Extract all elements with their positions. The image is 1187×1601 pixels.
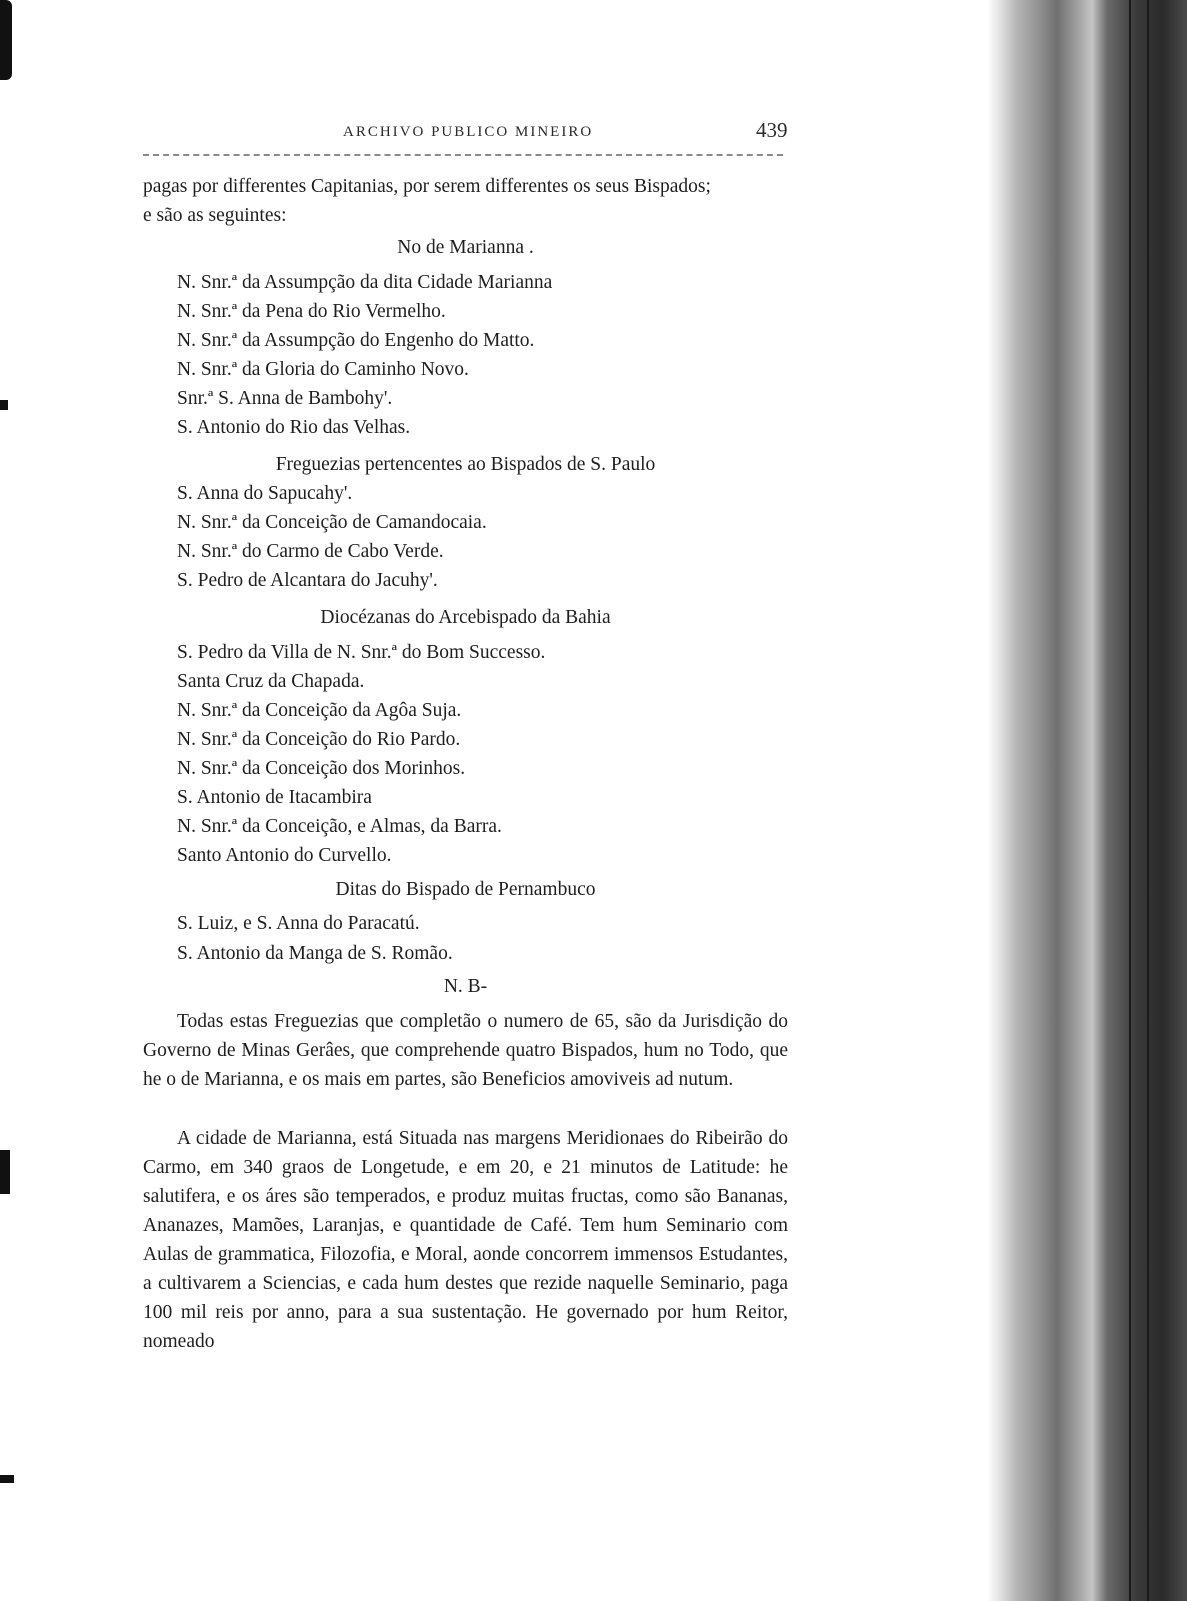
list-item: S. Antonio do Rio das Velhas. <box>177 417 411 438</box>
list-item: S. Anna do Sapucahy'. <box>177 483 353 504</box>
list-item: Santo Antonio do Curvello. <box>177 845 392 866</box>
section-heading: Ditas do Bispado de Pernambuco <box>335 879 596 900</box>
list-item: Snr.ª S. Anna de Bambohy'. <box>177 388 393 409</box>
scan-mark <box>0 0 12 80</box>
gutter-line <box>1129 0 1131 1601</box>
binding-gutter <box>987 0 1187 1601</box>
section-heading: No de Marianna . <box>397 237 534 258</box>
page-header <box>143 116 793 156</box>
paragraph: Todas estas Freguezias que completão o numero de 65, são da Jurisdição do Governo de Minas Gerâes, que comprehende quatro Bispados, hum no Todo, que he o de Marianna, e os mais em partes, são Beneficios amoviveis ad nutum. <box>143 1011 788 1090</box>
nb-heading: N. B- <box>443 976 488 997</box>
list-item: N. Snr.ª da Conceição do Rio Pardo. <box>177 729 461 750</box>
list-item: S. Luiz, e S. Anna do Paracatú. <box>177 913 420 934</box>
list-item: N. Snr.ª da Conceição da Agôa Suja. <box>177 700 462 721</box>
list-item: N. Snr.ª do Carmo de Cabo Verde. <box>177 541 444 562</box>
section-heading: Freguezias pertencentes ao Bispados de S. Paulo <box>275 454 656 475</box>
list-item: N. Snr.ª da Conceição dos Morinhos. <box>177 758 466 779</box>
list-item: Santa Cruz da Chapada. <box>177 671 365 692</box>
scan-mark <box>0 1475 14 1483</box>
list-item: S. Pedro de Alcantara do Jacuhy'. <box>177 570 438 591</box>
list-item: N. Snr.ª da Assumpção da dita Cidade Marianna <box>177 272 553 293</box>
paragraph: A cidade de Marianna, está Situada nas margens Meridionaes do Ribeirão do Carmo, em 340 graos de Longetude, e em 20, e 21 minutos de Latitude: he salutifera, e os áres são temperados, e produz muitas fructas, como são Bananas, Ananazes, Mamões, Laranjas, e quantidade de Café. Tem hum Seminario com Aulas de grammatica, Filozofia, e Moral, aonde concorrem immensos Estudantes, a cultivarem a Sciencias, e cada hum destes que rezide naquelle Seminario, paga 100 mil reis por anno, para a sua sustentação. He governado por hum Reitor, nomeado <box>143 1128 788 1352</box>
list-item: N. Snr.ª da Gloria do Caminho Novo. <box>177 359 469 380</box>
page-number: 439 <box>756 118 788 142</box>
list-item: S. Antonio da Manga de S. Romão. <box>177 943 453 964</box>
scan-mark <box>0 400 8 410</box>
list-item: N. Snr.ª da Conceição, e Almas, da Barra. <box>177 816 502 837</box>
gutter-line <box>1147 0 1149 1601</box>
list-item: S. Pedro da Villa de N. Snr.ª do Bom Successo. <box>177 642 546 663</box>
section-heading: Diocézanas do Arcebispado da Bahia <box>320 607 611 628</box>
list-item: N. Snr.ª da Conceição de Camandocaia. <box>177 512 487 533</box>
header-rule <box>143 154 783 156</box>
list-item: N. Snr.ª da Pena do Rio Vermelho. <box>177 301 446 322</box>
list-item: N. Snr.ª da Assumpção do Engenho do Matto. <box>177 330 535 351</box>
running-title: ARCHIVO PUBLICO MINEIRO <box>343 124 594 140</box>
intro-line: e são as seguintes: <box>143 205 287 226</box>
list-item: S. Antonio de Itacambira <box>177 787 372 808</box>
scan-mark <box>0 1150 10 1194</box>
intro-line: pagas por differentes Capitanias, por serem differentes os seus Bispados; <box>143 176 711 197</box>
